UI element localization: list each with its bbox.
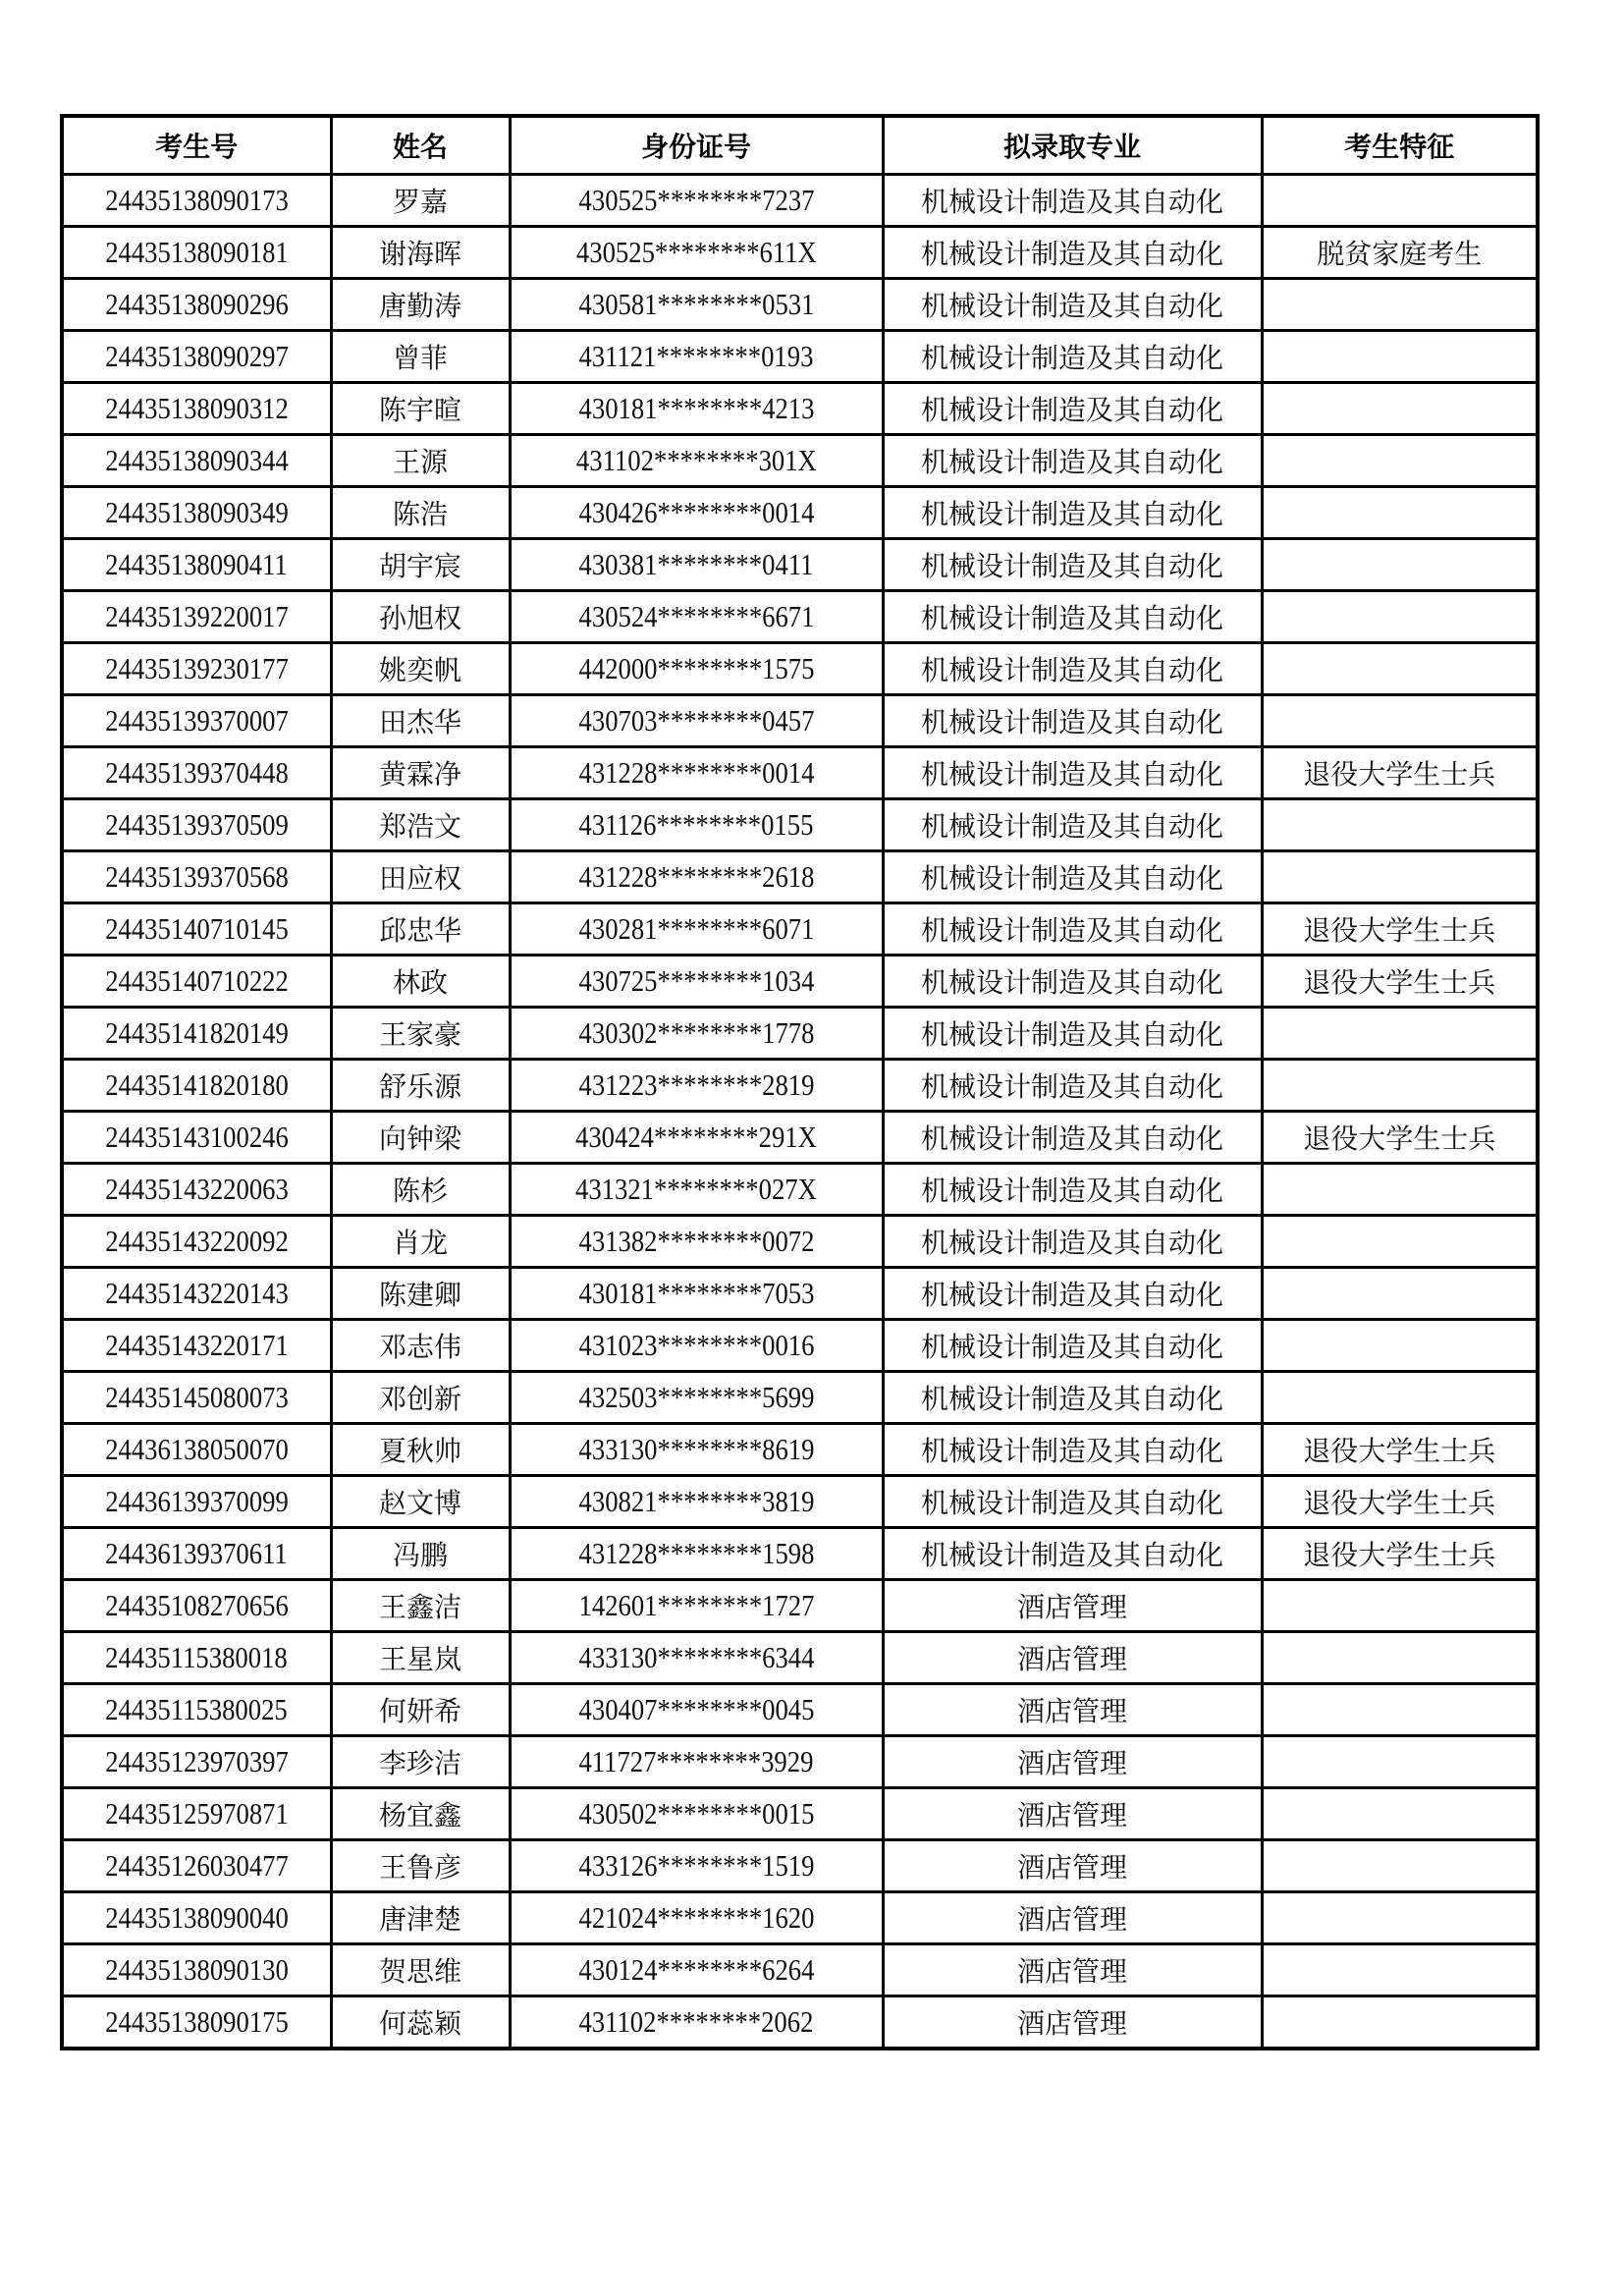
- exam-no-cell-text: 24435141820180: [104, 1067, 289, 1102]
- exam-no-cell: [62, 956, 331, 1008]
- table-row: [62, 1424, 1538, 1476]
- exam-no-cell: [62, 1008, 331, 1060]
- id-no-cell: [510, 383, 883, 435]
- table-row: [62, 1944, 1538, 1996]
- header-exam-no: 考生号: [62, 116, 331, 175]
- exam-no-cell: [62, 799, 331, 851]
- name-cell: 孙旭权: [331, 591, 510, 643]
- feature-cell: [1262, 1216, 1538, 1268]
- exam-no-cell-text: 24435115380025: [105, 1692, 289, 1726]
- table-row: [62, 1476, 1538, 1528]
- name-cell: 王星岚: [331, 1632, 510, 1684]
- exam-no-cell: [62, 1320, 331, 1372]
- id-no-cell-text: 433126********1519: [578, 1848, 814, 1883]
- name-cell: 郑浩文: [331, 799, 510, 851]
- exam-no-cell: [62, 435, 331, 487]
- major-cell: 机械设计制造及其自动化: [883, 1164, 1262, 1216]
- table-row: [62, 331, 1538, 383]
- feature-cell: [1262, 1996, 1538, 2050]
- feature-cell: [1262, 695, 1538, 747]
- name-cell: 田应权: [331, 851, 510, 903]
- exam-no-cell-text: 24435139370509: [104, 807, 289, 842]
- exam-no-cell: [62, 1476, 331, 1528]
- feature-cell: [1262, 1684, 1538, 1736]
- exam-no-cell: [62, 175, 331, 227]
- exam-no-cell: [62, 747, 331, 799]
- id-no-cell: [510, 1268, 883, 1320]
- name-cell: 陈建卿: [331, 1268, 510, 1320]
- feature-cell: 退役大学生士兵: [1262, 956, 1538, 1008]
- table-row: [62, 1216, 1538, 1268]
- feature-cell: [1262, 1632, 1538, 1684]
- id-no-cell-text: 430181********4213: [578, 391, 814, 425]
- table-body: [62, 175, 1538, 2050]
- name-cell: 曾菲: [331, 331, 510, 383]
- major-cell: 酒店管理: [883, 1736, 1262, 1788]
- exam-no-cell-text: 24435138090297: [104, 339, 289, 373]
- id-no-cell-text: 430502********0015: [578, 1796, 814, 1831]
- exam-no-cell: [62, 1268, 331, 1320]
- table-row: [62, 1788, 1538, 1840]
- feature-cell: [1262, 539, 1538, 591]
- table-row: [62, 1320, 1538, 1372]
- table-row: [62, 1528, 1538, 1580]
- id-no-cell: [510, 1684, 883, 1736]
- table-row: [62, 643, 1538, 695]
- exam-no-cell-text: 24435143220092: [104, 1224, 289, 1258]
- exam-no-cell: [62, 331, 331, 383]
- id-no-cell-text: 430821********3819: [578, 1484, 814, 1518]
- id-no-cell-text: 431023********0016: [578, 1328, 814, 1362]
- feature-cell: 脱贫家庭考生: [1262, 227, 1538, 279]
- exam-no-cell: [62, 1060, 331, 1112]
- table-row: [62, 1684, 1538, 1736]
- exam-no-cell: [62, 1164, 331, 1216]
- major-cell: 机械设计制造及其自动化: [883, 539, 1262, 591]
- exam-no-cell-text: 24436139370611: [105, 1536, 289, 1570]
- table-row: [62, 851, 1538, 903]
- exam-no-cell-text: 24435138090349: [104, 495, 289, 529]
- table-row: [62, 175, 1538, 227]
- feature-cell: [1262, 1736, 1538, 1788]
- exam-no-cell: [62, 279, 331, 331]
- id-no-cell: [510, 1164, 883, 1216]
- id-no-cell: [510, 747, 883, 799]
- feature-cell: [1262, 1372, 1538, 1424]
- table-row: [62, 747, 1538, 799]
- table-row: [62, 695, 1538, 747]
- exam-no-cell-text: 24435126030477: [104, 1848, 289, 1883]
- exam-no-cell: [62, 695, 331, 747]
- table-row: [62, 1268, 1538, 1320]
- table-row: [62, 1112, 1538, 1164]
- feature-cell: [1262, 487, 1538, 539]
- major-cell: 机械设计制造及其自动化: [883, 1424, 1262, 1476]
- id-no-cell: [510, 1580, 883, 1632]
- major-cell: 机械设计制造及其自动化: [883, 383, 1262, 435]
- feature-cell: [1262, 591, 1538, 643]
- id-no-cell-text: 430525********7237: [578, 183, 814, 217]
- id-no-cell: [510, 1892, 883, 1944]
- name-cell: 陈浩: [331, 487, 510, 539]
- feature-cell: [1262, 1164, 1538, 1216]
- id-no-cell: [510, 331, 883, 383]
- table-row: [62, 1060, 1538, 1112]
- exam-no-cell-text: 24435125970871: [104, 1796, 289, 1831]
- header-row: [62, 116, 1538, 175]
- major-cell: 机械设计制造及其自动化: [883, 487, 1262, 539]
- major-cell: 机械设计制造及其自动化: [883, 1528, 1262, 1580]
- name-cell: 林政: [331, 956, 510, 1008]
- name-cell: 王鑫洁: [331, 1580, 510, 1632]
- id-no-cell-text: 411727********3929: [578, 1744, 814, 1778]
- table-row: [62, 1840, 1538, 1892]
- exam-no-cell-text: 24435139220017: [104, 599, 289, 633]
- name-cell: 陈宇暄: [331, 383, 510, 435]
- id-no-cell-text: 431228********0014: [578, 755, 814, 790]
- name-cell: 陈杉: [331, 1164, 510, 1216]
- id-no-cell-text: 431228********1598: [578, 1536, 814, 1570]
- major-cell: 机械设计制造及其自动化: [883, 903, 1262, 956]
- exam-no-cell-text: 24435143100246: [104, 1120, 289, 1154]
- name-cell: 赵文博: [331, 1476, 510, 1528]
- table-row: [62, 487, 1538, 539]
- major-cell: 机械设计制造及其自动化: [883, 1216, 1262, 1268]
- header-id-no: 身份证号: [510, 116, 883, 175]
- exam-no-cell-text: 24435138090173: [104, 183, 289, 217]
- name-cell: 罗嘉: [331, 175, 510, 227]
- table-row: [62, 227, 1538, 279]
- feature-cell: [1262, 1008, 1538, 1060]
- exam-no-cell: [62, 1684, 331, 1736]
- major-cell: 机械设计制造及其自动化: [883, 956, 1262, 1008]
- exam-no-cell-text: 24435143220171: [104, 1328, 289, 1362]
- table-row: [62, 383, 1538, 435]
- exam-no-cell: [62, 487, 331, 539]
- feature-cell: [1262, 1060, 1538, 1112]
- id-no-cell-text: 430581********0531: [578, 287, 814, 321]
- table-row: [62, 956, 1538, 1008]
- exam-no-cell: [62, 383, 331, 435]
- feature-cell: [1262, 851, 1538, 903]
- id-no-cell-text: 430525********611X: [575, 235, 817, 269]
- exam-no-cell-text: 24435139230177: [104, 651, 289, 685]
- major-cell: 机械设计制造及其自动化: [883, 227, 1262, 279]
- table-row: [62, 1008, 1538, 1060]
- id-no-cell-text: 432503********5699: [578, 1380, 814, 1414]
- major-cell: 机械设计制造及其自动化: [883, 799, 1262, 851]
- exam-no-cell-text: 24435143220063: [104, 1172, 289, 1206]
- exam-no-cell: [62, 1528, 331, 1580]
- id-no-cell-text: 431102********301X: [575, 443, 817, 477]
- major-cell: 酒店管理: [883, 1996, 1262, 2050]
- feature-cell: [1262, 643, 1538, 695]
- exam-no-cell: [62, 1840, 331, 1892]
- feature-cell: 退役大学生士兵: [1262, 1476, 1538, 1528]
- exam-no-cell-text: 24435115380018: [105, 1640, 289, 1674]
- id-no-cell: [510, 279, 883, 331]
- major-cell: 机械设计制造及其自动化: [883, 643, 1262, 695]
- exam-no-cell-text: 24435145080073: [104, 1380, 289, 1414]
- exam-no-cell: [62, 1632, 331, 1684]
- feature-cell: [1262, 1580, 1538, 1632]
- name-cell: 王源: [331, 435, 510, 487]
- name-cell: 王家豪: [331, 1008, 510, 1060]
- major-cell: 酒店管理: [883, 1944, 1262, 1996]
- feature-cell: [1262, 1892, 1538, 1944]
- id-no-cell: [510, 1632, 883, 1684]
- name-cell: 唐勤涛: [331, 279, 510, 331]
- table-row: [62, 591, 1538, 643]
- exam-no-cell-text: 24435139370448: [104, 755, 289, 790]
- major-cell: 机械设计制造及其自动化: [883, 591, 1262, 643]
- feature-cell: [1262, 1944, 1538, 1996]
- id-no-cell-text: 442000********1575: [578, 651, 814, 685]
- exam-no-cell-text: 24435140710222: [104, 963, 289, 998]
- name-cell: 唐津楚: [331, 1892, 510, 1944]
- id-no-cell-text: 430407********0045: [578, 1692, 814, 1726]
- exam-no-cell-text: 24435138090312: [104, 391, 289, 425]
- feature-cell: [1262, 331, 1538, 383]
- exam-no-cell: [62, 1424, 331, 1476]
- id-no-cell: [510, 591, 883, 643]
- id-no-cell-text: 430703********0457: [578, 703, 814, 738]
- id-no-cell-text: 431121********0193: [578, 339, 814, 373]
- table-row: [62, 1996, 1538, 2050]
- major-cell: 机械设计制造及其自动化: [883, 695, 1262, 747]
- id-no-cell: [510, 539, 883, 591]
- exam-no-cell: [62, 1580, 331, 1632]
- name-cell: 肖龙: [331, 1216, 510, 1268]
- id-no-cell-text: 433130********8619: [578, 1432, 814, 1466]
- id-no-cell-text: 430381********0411: [578, 547, 814, 581]
- id-no-cell-text: 431102********2062: [578, 2004, 814, 2039]
- header-major: 拟录取专业: [883, 116, 1262, 175]
- id-no-cell: [510, 643, 883, 695]
- id-no-cell: [510, 1944, 883, 1996]
- name-cell: 舒乐源: [331, 1060, 510, 1112]
- id-no-cell: [510, 1424, 883, 1476]
- major-cell: 机械设计制造及其自动化: [883, 1060, 1262, 1112]
- feature-cell: 退役大学生士兵: [1262, 1424, 1538, 1476]
- feature-cell: [1262, 1788, 1538, 1840]
- id-no-cell: [510, 903, 883, 956]
- major-cell: 机械设计制造及其自动化: [883, 1112, 1262, 1164]
- id-no-cell-text: 430302********1778: [578, 1015, 814, 1050]
- exam-no-cell: [62, 1736, 331, 1788]
- id-no-cell-text: 430725********1034: [578, 963, 814, 998]
- id-no-cell-text: 431382********0072: [578, 1224, 814, 1258]
- table-row: [62, 1372, 1538, 1424]
- major-cell: 机械设计制造及其自动化: [883, 747, 1262, 799]
- id-no-cell: [510, 956, 883, 1008]
- id-no-cell: [510, 695, 883, 747]
- name-cell: 何蕊颖: [331, 1996, 510, 2050]
- major-cell: 酒店管理: [883, 1892, 1262, 1944]
- id-no-cell-text: 430181********7053: [578, 1276, 814, 1310]
- exam-no-cell: [62, 903, 331, 956]
- table-row: [62, 279, 1538, 331]
- exam-no-cell-text: 24435138090411: [105, 547, 289, 581]
- major-cell: 机械设计制造及其自动化: [883, 1008, 1262, 1060]
- exam-no-cell: [62, 851, 331, 903]
- name-cell: 田杰华: [331, 695, 510, 747]
- id-no-cell: [510, 227, 883, 279]
- major-cell: 机械设计制造及其自动化: [883, 1320, 1262, 1372]
- id-no-cell: [510, 1112, 883, 1164]
- exam-no-cell-text: 24435138090344: [104, 443, 289, 477]
- exam-no-cell-text: 24435141820149: [104, 1015, 289, 1050]
- table-row: [62, 1892, 1538, 1944]
- name-cell: 邓志伟: [331, 1320, 510, 1372]
- major-cell: 机械设计制造及其自动化: [883, 279, 1262, 331]
- name-cell: 邱忠华: [331, 903, 510, 956]
- feature-cell: [1262, 1268, 1538, 1320]
- header-feature: 考生特征: [1262, 116, 1538, 175]
- id-no-cell-text: 431126********0155: [578, 807, 814, 842]
- exam-no-cell-text: 24435139370568: [104, 859, 289, 894]
- id-no-cell-text: 430524********6671: [578, 599, 814, 633]
- major-cell: 机械设计制造及其自动化: [883, 1372, 1262, 1424]
- major-cell: 酒店管理: [883, 1840, 1262, 1892]
- id-no-cell-text: 431223********2819: [578, 1067, 814, 1102]
- exam-no-cell: [62, 643, 331, 695]
- id-no-cell-text: 431228********2618: [578, 859, 814, 894]
- feature-cell: 退役大学生士兵: [1262, 747, 1538, 799]
- id-no-cell: [510, 1060, 883, 1112]
- table-row: [62, 799, 1538, 851]
- name-cell: 杨宜鑫: [331, 1788, 510, 1840]
- name-cell: 邓创新: [331, 1372, 510, 1424]
- table-row: [62, 1736, 1538, 1788]
- exam-no-cell-text: 24435138090175: [104, 2004, 289, 2039]
- table-row: [62, 539, 1538, 591]
- major-cell: 酒店管理: [883, 1580, 1262, 1632]
- name-cell: 姚奕帆: [331, 643, 510, 695]
- exam-no-cell: [62, 1112, 331, 1164]
- name-cell: 向钟梁: [331, 1112, 510, 1164]
- id-no-cell: [510, 1372, 883, 1424]
- id-no-cell: [510, 1736, 883, 1788]
- exam-no-cell-text: 24435108270656: [104, 1588, 289, 1622]
- feature-cell: [1262, 279, 1538, 331]
- table-row: [62, 435, 1538, 487]
- exam-no-cell: [62, 1788, 331, 1840]
- id-no-cell: [510, 1528, 883, 1580]
- id-no-cell: [510, 1840, 883, 1892]
- major-cell: 酒店管理: [883, 1788, 1262, 1840]
- id-no-cell-text: 421024********1620: [578, 1900, 814, 1935]
- exam-no-cell: [62, 1944, 331, 1996]
- exam-no-cell-text: 24435143220143: [104, 1276, 289, 1310]
- major-cell: 机械设计制造及其自动化: [883, 435, 1262, 487]
- exam-no-cell: [62, 591, 331, 643]
- exam-no-cell-text: 24435139370007: [104, 703, 289, 738]
- name-cell: 胡宇宸: [331, 539, 510, 591]
- id-no-cell-text: 431321********027X: [575, 1172, 817, 1206]
- exam-no-cell-text: 24436138050070: [104, 1432, 289, 1466]
- exam-no-cell-text: 24435138090130: [104, 1952, 289, 1987]
- exam-no-cell-text: 24435138090296: [104, 287, 289, 321]
- id-no-cell-text: 142601********1727: [578, 1588, 814, 1622]
- name-cell: 何妍希: [331, 1684, 510, 1736]
- feature-cell: [1262, 175, 1538, 227]
- id-no-cell: [510, 1216, 883, 1268]
- id-no-cell: [510, 799, 883, 851]
- id-no-cell: [510, 487, 883, 539]
- table-row: [62, 903, 1538, 956]
- feature-cell: 退役大学生士兵: [1262, 903, 1538, 956]
- exam-no-cell: [62, 1996, 331, 2050]
- id-no-cell: [510, 1008, 883, 1060]
- id-no-cell: [510, 851, 883, 903]
- name-cell: 李珍洁: [331, 1736, 510, 1788]
- exam-no-cell-text: 24435138090181: [104, 235, 289, 269]
- major-cell: 机械设计制造及其自动化: [883, 175, 1262, 227]
- table-row: [62, 1632, 1538, 1684]
- feature-cell: 退役大学生士兵: [1262, 1112, 1538, 1164]
- name-cell: 夏秋帅: [331, 1424, 510, 1476]
- id-no-cell: [510, 1476, 883, 1528]
- major-cell: 机械设计制造及其自动化: [883, 331, 1262, 383]
- name-cell: 谢海晖: [331, 227, 510, 279]
- table-row: [62, 1164, 1538, 1216]
- id-no-cell-text: 430424********291X: [575, 1120, 817, 1154]
- id-no-cell-text: 433130********6344: [578, 1640, 814, 1674]
- feature-cell: [1262, 1840, 1538, 1892]
- feature-cell: 退役大学生士兵: [1262, 1528, 1538, 1580]
- id-no-cell: [510, 175, 883, 227]
- id-no-cell: [510, 435, 883, 487]
- major-cell: 酒店管理: [883, 1632, 1262, 1684]
- major-cell: 酒店管理: [883, 1684, 1262, 1736]
- exam-no-cell: [62, 227, 331, 279]
- exam-no-cell-text: 24435138090040: [104, 1900, 289, 1935]
- admission-list-table: [60, 114, 1540, 2050]
- major-cell: 机械设计制造及其自动化: [883, 1268, 1262, 1320]
- id-no-cell-text: 430124********6264: [578, 1952, 814, 1987]
- exam-no-cell-text: 24436139370099: [104, 1484, 289, 1518]
- major-cell: 机械设计制造及其自动化: [883, 1476, 1262, 1528]
- header-name: 姓名: [331, 116, 510, 175]
- id-no-cell-text: 430281********6071: [578, 911, 814, 946]
- feature-cell: [1262, 383, 1538, 435]
- exam-no-cell-text: 24435140710145: [104, 911, 289, 946]
- name-cell: 贺思维: [331, 1944, 510, 1996]
- feature-cell: [1262, 1320, 1538, 1372]
- name-cell: 黄霖净: [331, 747, 510, 799]
- exam-no-cell: [62, 539, 331, 591]
- exam-no-cell: [62, 1892, 331, 1944]
- exam-no-cell: [62, 1372, 331, 1424]
- feature-cell: [1262, 435, 1538, 487]
- exam-no-cell-text: 24435123970397: [104, 1744, 289, 1778]
- major-cell: 机械设计制造及其自动化: [883, 851, 1262, 903]
- id-no-cell: [510, 1788, 883, 1840]
- feature-cell: [1262, 799, 1538, 851]
- id-no-cell: [510, 1996, 883, 2050]
- exam-no-cell: [62, 1216, 331, 1268]
- table-row: [62, 1580, 1538, 1632]
- name-cell: 冯鹏: [331, 1528, 510, 1580]
- id-no-cell-text: 430426********0014: [578, 495, 814, 529]
- name-cell: 王鲁彦: [331, 1840, 510, 1892]
- id-no-cell: [510, 1320, 883, 1372]
